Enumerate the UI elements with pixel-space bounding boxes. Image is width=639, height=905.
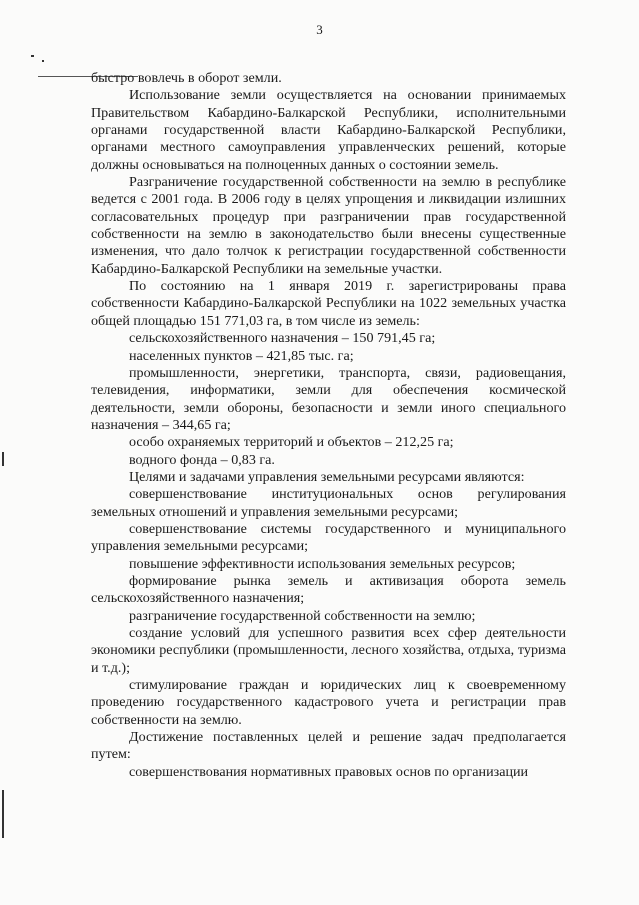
page-number: 3: [316, 22, 323, 37]
paragraph: Достижение поставленных целей и решение задач предполагается путем:: [91, 729, 566, 763]
paragraph: быстро вовлечь в оборот земли.: [91, 70, 282, 86]
list-item: повышение эффективности использования земельных ресурсов;: [129, 555, 516, 572]
list-item: населенных пунктов – 421,85 тыс. га;: [129, 347, 354, 364]
paragraph: Разграничение государственной собственности на землю в республике ведется с 2001 года. В 2006 году в целях упрощения и ликвидации излишних согласовательных процедур при разграничении прав государственной собственности на землю в законодательство были внесены существенные изменения, что дало толчок к регистрации государственной собственности Кабардино-Балкарской Республики на земельные участки.: [91, 174, 566, 277]
list-item: промышленности, энергетики, транспорта, связи, радиовещания, телевидения, информатики, земли для обеспечения космической деятельности, земли обороны, безопасности и земли иного специального назначения – 344,65 га;: [91, 364, 566, 433]
list-item: формирование рынка земель и активизация оборота земель сельскохозяйственного назначения;: [91, 572, 566, 607]
list-item: совершенствования нормативных правовых основ по организации: [129, 763, 529, 780]
scan-artifact-mark: [42, 60, 44, 62]
scan-edge-mark: [2, 452, 4, 466]
list-item: разграничение государственной собственности на землю;: [129, 607, 476, 624]
list-item: водного фонда – 0,83 га.: [129, 451, 275, 468]
paragraph: По состоянию на 1 января 2019 г. зарегистрированы права собственности Кабардино-Балкарской Республики на 1022 земельных участка общей площадью 151 771,03 га, в том числе из земель:: [91, 278, 566, 329]
list-item: создание условий для успешного развития всех сфер деятельности экономики республики (промышленности, лесного хозяйства, отдыха, туризма и т.д.);: [91, 625, 566, 676]
paragraph: Использование земли осуществляется на основании принимаемых Правительством Кабардино-Балкарской Республики, исполнительными органами государственной власти Кабардино-Балкарской Республики, органами местного самоуправления управленческих решений, которые должны основываться на полноценных данных о состоянии земель.: [91, 87, 566, 173]
list-item: совершенствование институциональных основ регулирования земельных отношений и управления земельными ресурсами;: [91, 486, 566, 520]
paragraph: Целями и задачами управления земельными ресурсами являются:: [129, 468, 525, 485]
list-item: особо охраняемых территорий и объектов – 212,25 га;: [129, 434, 454, 451]
list-item: стимулирование граждан и юридических лиц к своевременному проведению государственного кадастрового учета и регистрации прав собственности на землю.: [91, 677, 566, 728]
scan-edge-mark: [2, 790, 4, 838]
document-body: [91, 70, 566, 781]
list-item: сельскохозяйственного назначения – 150 791,45 га;: [129, 330, 436, 347]
scan-artifact-mark: [31, 55, 34, 57]
list-item: совершенствование системы государственного и муниципального управления земельными ресурсами;: [91, 520, 566, 555]
